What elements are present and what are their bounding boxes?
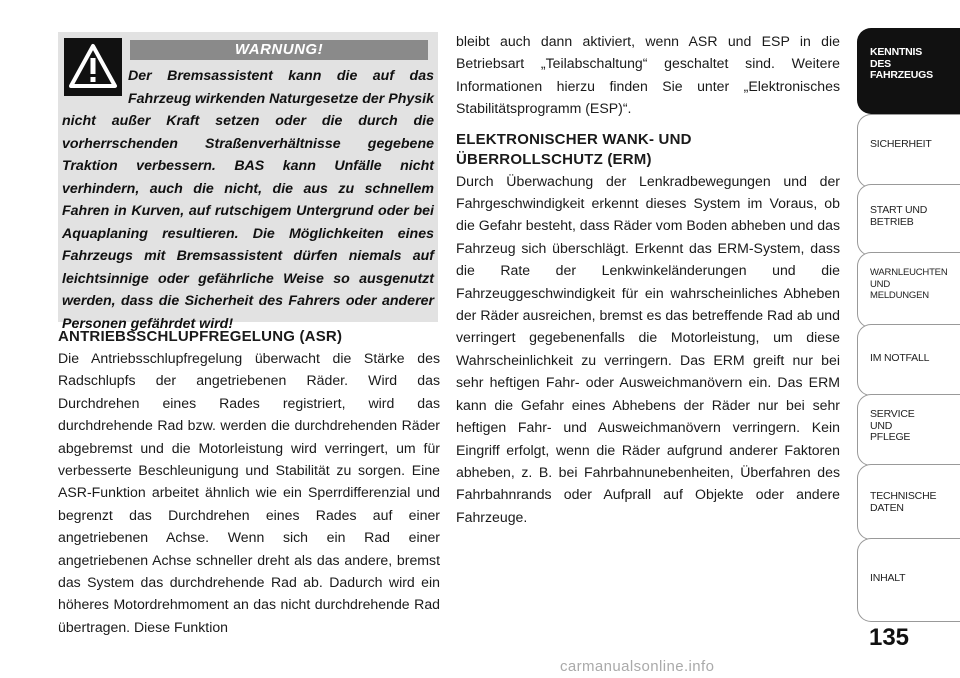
tab-inhalt[interactable] (857, 538, 960, 622)
tab-service-und-pflege[interactable] (857, 394, 960, 466)
tab-label: IM NOTFALL (870, 352, 930, 364)
watermark: carmanualsonline.info (560, 658, 715, 675)
tab-label: SERVICE UND PFLEGE (870, 408, 915, 443)
erm-paragraph: Durch Überwachung der Lenkradbewegungen und der Fahrgeschwindigkeit erkennt dieses System im Voraus, ob die Gefahr besteht, dass Räder vom Boden abheben und das Fahrzeug sich überschlägt. Erkennt das ERM-System, dass die Rate der Lenkwinkeländerungen und die Fahrzeuggeschwindigkeit für ein wahrscheinliches Abheben der Räder ausreichen, bremst es das betreffende Rad ab und verringert gegebenenfalls die Motorleistung, um diese Wahrscheinlichkeit zu verringern. Das ERM greift nur bei sehr heftigen Fahr- oder Ausweichmanövern ein. Das ERM kann die Gefahr eines Abhebens der Räder nur bei sehr heftigen Fahr- und Ausweichmanövern verringern. Kein Eingriff erfolgt, wenn die Räder aufgrund anderer Faktoren abheben, z. B. bei Fahrbahnunebenheiten, Überfahren des Fahrbahnrands oder Aufprall auf Objekte oder andere Fahrzeuge. (456, 172, 840, 525)
page-number: 135 (868, 624, 910, 651)
erm-heading (456, 130, 840, 170)
asr-continuation: bleibt auch dann aktiviert, wenn ASR und ESP in die Betriebsart „Teilabschaltung“ geschaltet sind. Weitere Informationen hierzu finden Sie unter „Elektronisches Stabilitätsprogramm (ESP)“. (456, 33, 840, 117)
left-column (58, 327, 440, 638)
warning-text: Der Bremsassistent kann die auf das Fahrzeug wirkenden Naturgesetze der Physik nicht außer Kraft setzen oder die durch die vorherrschenden Straßenverhältnisse gegebene Traktion verbessern. BAS kann Unfälle nicht verhindern, auch die nicht, die aus zu schnellem Fahren in Kurven, auf rutschigem Untergrund oder bei Aquaplaning resultieren. Die Möglichkeiten eines Fahrzeugs mit Bremsassistent dürfen niemals auf leichtsinnige oder gefährliche Weise so ausgenutzt werden, dass die Sicherheit des Fahrers oder anderer Personen gefährdet wird! (62, 68, 434, 332)
tab-kenntnis-des-fahrzeugs[interactable] (857, 28, 960, 114)
tab-label: START UND BETRIEB (870, 204, 928, 228)
tab-warnleuchten-und-meldungen[interactable] (857, 252, 960, 328)
tab-sicherheit[interactable] (857, 114, 960, 188)
erm-heading-line1: ELEKTRONISCHER WANK- UND (456, 130, 692, 148)
erm-heading-line2: ÜBERROLLSCHUTZ (ERM) (456, 150, 652, 168)
tab-im-notfall[interactable] (857, 324, 960, 396)
warning-box (58, 32, 438, 332)
tab-label: KENNTNIS DES FAHRZEUGS (870, 46, 933, 81)
tab-start-und-betrieb[interactable] (857, 184, 960, 256)
tab-label: WARNLEUCHTEN UND MELDUNGEN (870, 267, 948, 301)
tab-technische-daten[interactable] (857, 464, 960, 540)
warning-title: WARNUNG! (130, 40, 428, 60)
tab-label: SICHERHEIT (870, 138, 932, 150)
asr-heading: ANTRIEBSSCHLUPFREGELUNG (ASR) (58, 328, 343, 345)
asr-paragraph: Die Antriebsschlupfregelung überwacht die Stärke des Radschlupfs der angetriebenen Räder. Wird das Durchdrehen eines Rades registriert, wird das durchdrehende Rad bzw. werden die durchdrehenden Räder abgebremst und die Motorleistung wird verringert, um für verbesserte Beschleunigung und Stabilität zu sorgen. Eine ASR-Funktion arbeitet ähnlich wie ein Sperrdifferenzial und begrenzt das Durchdrehen eines Rades auf einer angetriebenen Achse. Wenn sich ein Rad einer angetriebenen Achse schneller dreht als das andere, bremst das System das durchdrehende Rad ab. Dadurch wird ein höheres Motordrehmoment an das nicht durchdrehende Rad übertragen. Diese Funktion (58, 350, 440, 635)
tab-label: TECHNISCHE DATEN (870, 490, 937, 514)
right-column (456, 30, 840, 528)
tab-label: INHALT (870, 572, 906, 584)
